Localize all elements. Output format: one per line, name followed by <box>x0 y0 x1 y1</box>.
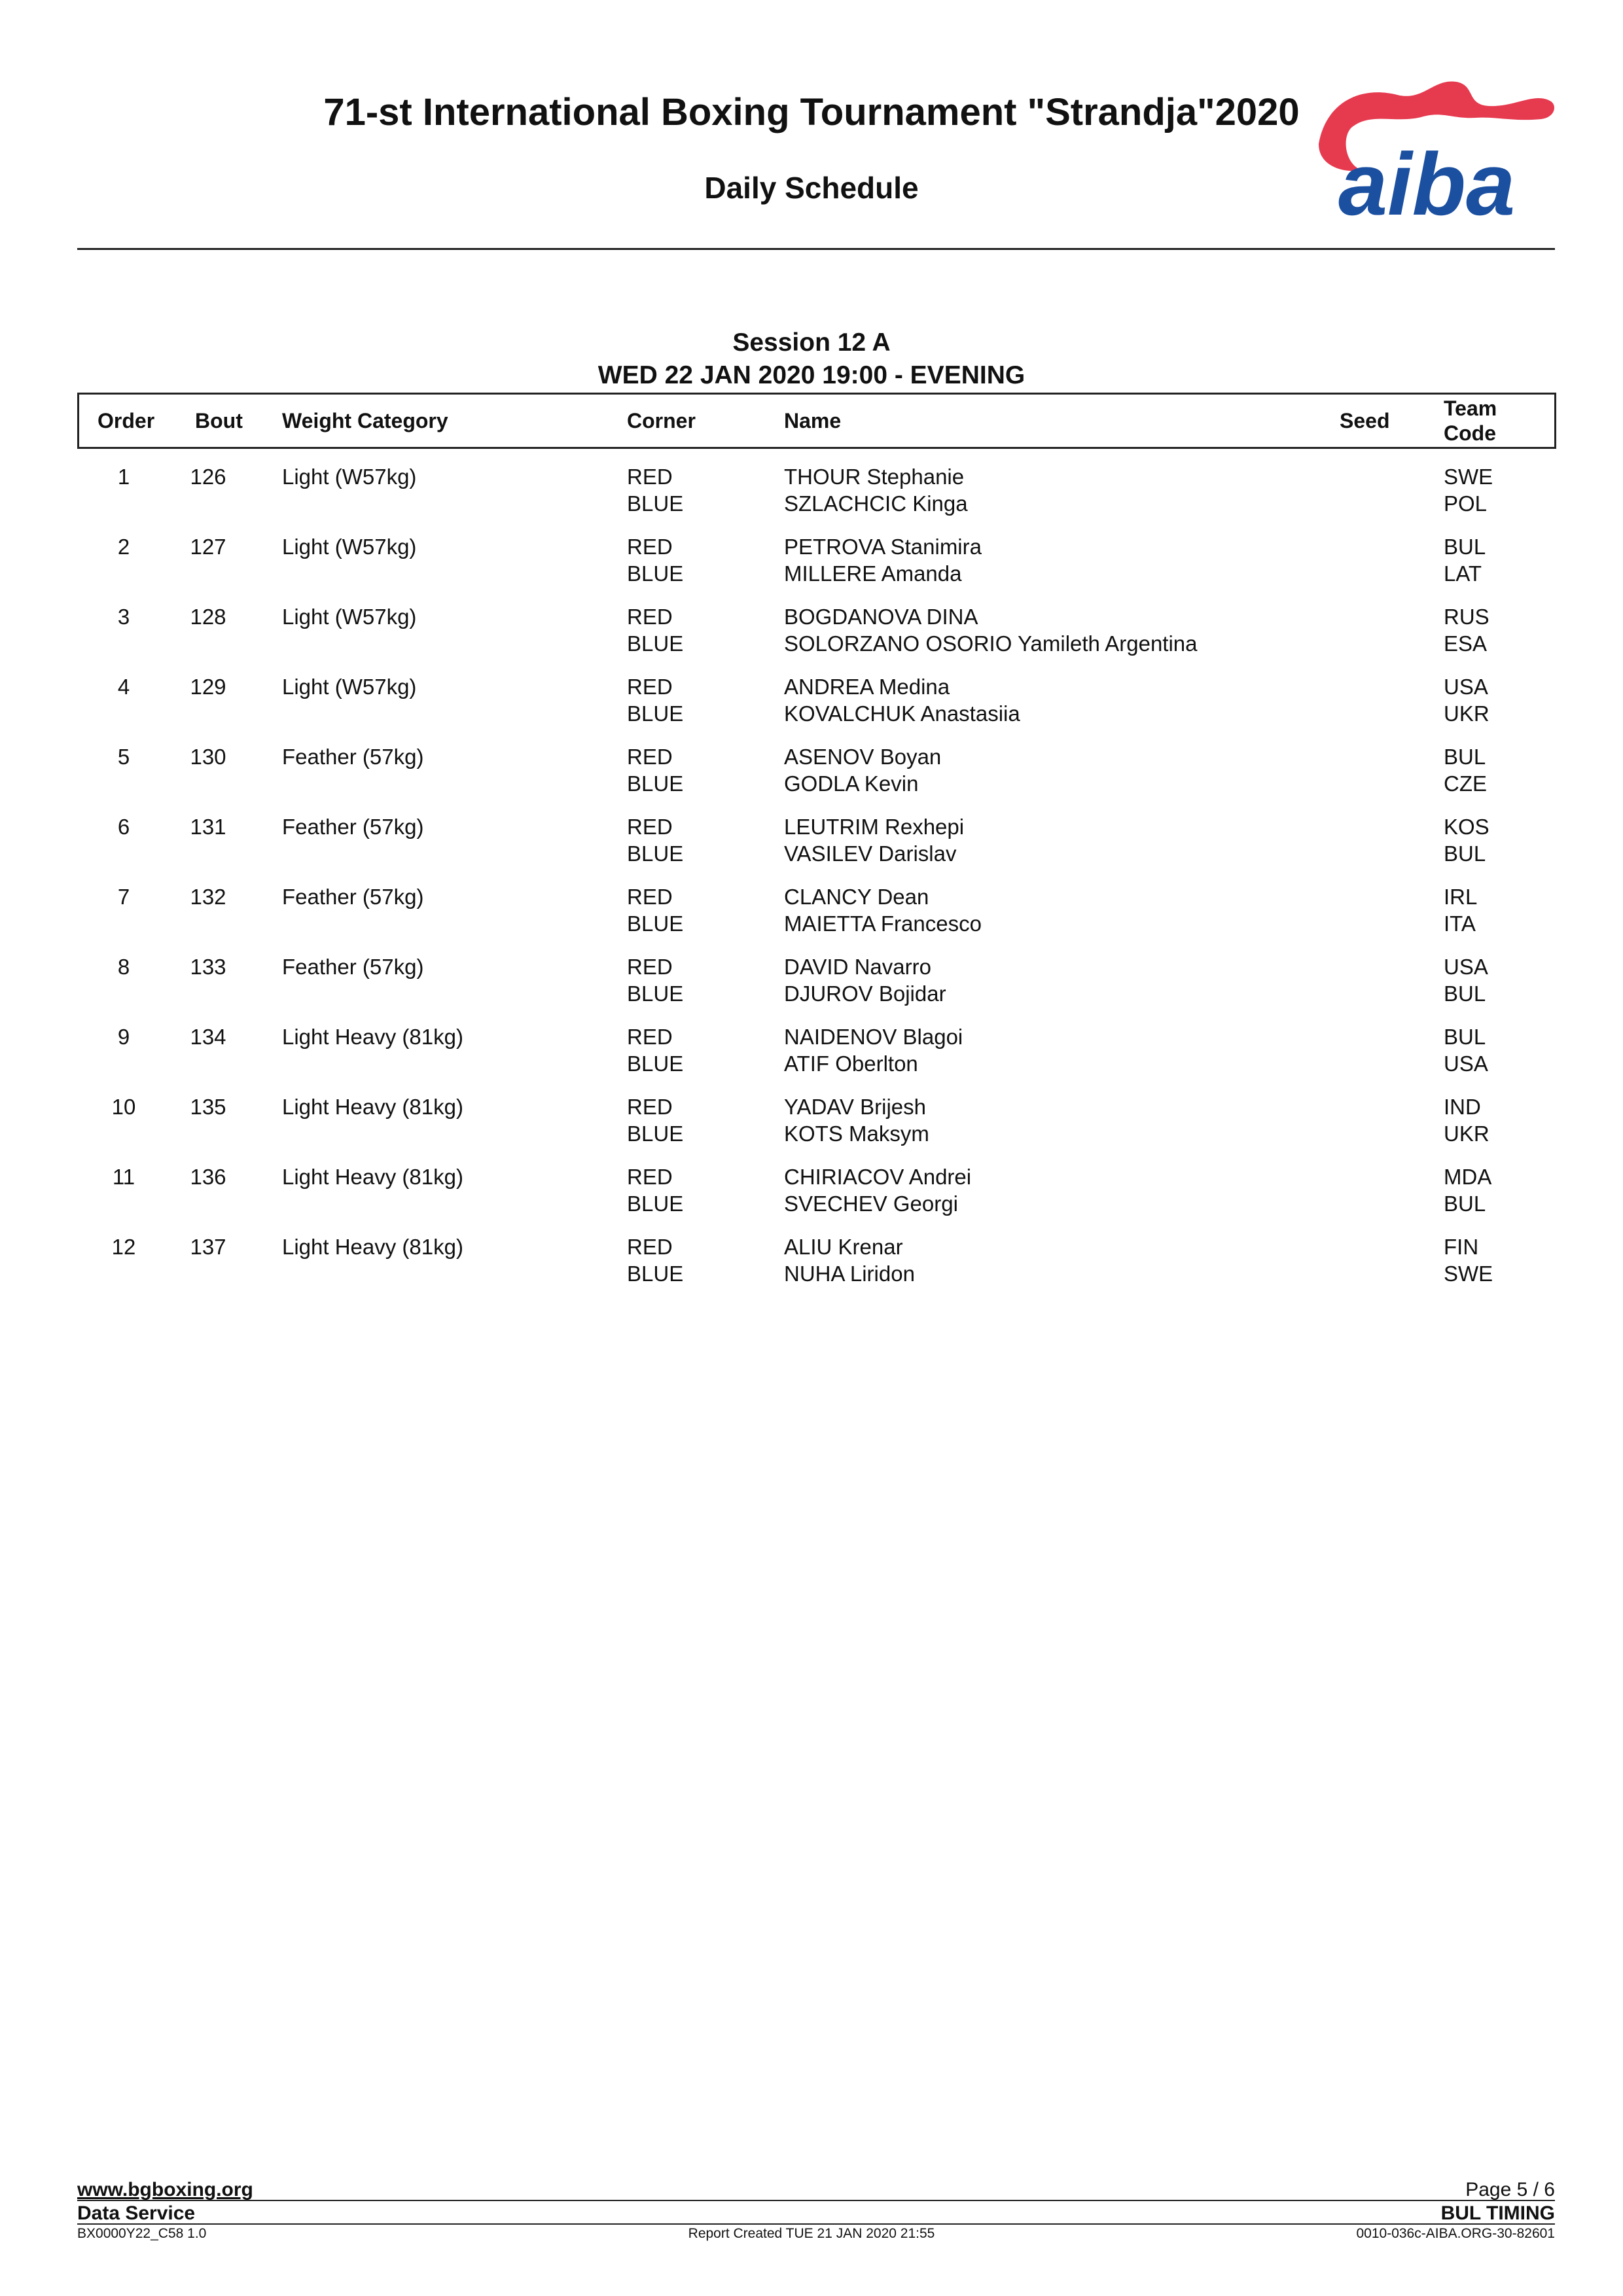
bout-order: 3 <box>117 605 130 629</box>
bout-order: 11 <box>112 1165 135 1189</box>
table-row <box>77 813 1556 883</box>
table-row <box>77 463 1556 533</box>
boxer-name-red: CHIRIACOV Andrei <box>784 1165 972 1189</box>
team-code-red: MDA <box>1444 1165 1492 1189</box>
weight-category: Feather (57kg) <box>282 885 424 909</box>
boxer-name-red: ASENOV Boyan <box>784 745 942 769</box>
boxer-name-red: ALIU Krenar <box>784 1235 903 1259</box>
team-code-red: FIN <box>1444 1235 1479 1259</box>
corner-red: RED <box>627 605 673 629</box>
corner-blue: BLUE <box>627 561 684 586</box>
bout-order: 5 <box>117 745 130 769</box>
boxer-name-blue: SOLORZANO OSORIO Yamileth Argentina <box>784 631 1198 656</box>
corner-blue: BLUE <box>627 981 684 1006</box>
column-header-name: Name <box>784 409 842 433</box>
column-header-seed: Seed <box>1340 409 1390 433</box>
table-row <box>77 603 1556 673</box>
table-row <box>77 1163 1556 1233</box>
corner-red: RED <box>627 815 673 839</box>
corner-red: RED <box>627 955 673 979</box>
team-code-blue: ESA <box>1444 631 1488 656</box>
logo-wordmark: aiba <box>1338 135 1516 222</box>
corner-red: RED <box>627 465 673 489</box>
column-header-team-line2: Code <box>1444 421 1496 445</box>
footer-timing: BUL TIMING <box>1440 2202 1555 2224</box>
column-header-bout: Bout <box>195 409 243 433</box>
corner-blue: BLUE <box>627 1262 684 1286</box>
team-code-red: RUS <box>1444 605 1489 629</box>
team-code-red: BUL <box>1444 535 1486 559</box>
table-row <box>77 533 1556 603</box>
team-code-red: IND <box>1444 1095 1481 1119</box>
weight-category: Feather (57kg) <box>282 955 424 979</box>
team-code-blue: SWE <box>1444 1262 1493 1286</box>
boxer-name-blue: KOTS Maksym <box>784 1122 929 1146</box>
boxer-name-blue: MILLERE Amanda <box>784 561 962 586</box>
table-row <box>77 883 1556 953</box>
column-header-corner: Corner <box>627 409 696 433</box>
team-code-blue: BUL <box>1444 841 1486 866</box>
boxer-name-red: DAVID Navarro <box>784 955 931 979</box>
corner-red: RED <box>627 675 673 699</box>
table-row <box>77 1233 1556 1303</box>
boxer-name-blue: GODLA Kevin <box>784 771 919 796</box>
bout-number: 136 <box>190 1165 226 1189</box>
boxer-name-red: NAIDENOV Blagoi <box>784 1025 963 1049</box>
boxer-name-blue: MAIETTA Francesco <box>784 911 982 936</box>
weight-category: Light Heavy (81kg) <box>282 1095 463 1119</box>
team-code-blue: BUL <box>1444 981 1486 1006</box>
boxer-name-blue: SVECHEV Georgi <box>784 1192 958 1216</box>
session-name: Session 12 A <box>732 328 891 357</box>
bout-number: 126 <box>190 465 226 489</box>
bout-number: 130 <box>190 745 226 769</box>
corner-red: RED <box>627 885 673 909</box>
schedule-table-body <box>77 463 1556 1303</box>
bout-order: 9 <box>117 1025 130 1049</box>
bout-order: 12 <box>111 1235 136 1259</box>
boxer-name-red: PETROVA Stanimira <box>784 535 982 559</box>
boxer-name-blue: KOVALCHUK Anastasiia <box>784 701 1020 726</box>
bout-number: 134 <box>190 1025 226 1049</box>
bout-order: 1 <box>117 465 130 489</box>
footer-website-link[interactable]: www.bgboxing.org <box>77 2179 253 2200</box>
team-code-blue: ITA <box>1444 911 1476 936</box>
table-row <box>77 1093 1556 1163</box>
page-title: 71-st International Boxing Tournament "Strandja"2020 <box>323 91 1300 133</box>
weight-category: Light (W57kg) <box>282 465 417 489</box>
bout-number: 131 <box>190 815 226 839</box>
bout-number: 128 <box>190 605 226 629</box>
corner-red: RED <box>627 1165 673 1189</box>
team-code-blue: POL <box>1444 491 1488 516</box>
corner-blue: BLUE <box>627 1051 684 1076</box>
corner-blue: BLUE <box>627 1192 684 1216</box>
weight-category: Light Heavy (81kg) <box>282 1165 463 1189</box>
corner-blue: BLUE <box>627 771 684 796</box>
boxer-name-blue: VASILEV Darislav <box>784 841 957 866</box>
weight-category: Light Heavy (81kg) <box>282 1025 463 1049</box>
boxer-name-blue: DJUROV Bojidar <box>784 981 946 1006</box>
bout-number: 133 <box>190 955 226 979</box>
team-code-blue: LAT <box>1444 561 1482 586</box>
corner-blue: BLUE <box>627 1122 684 1146</box>
weight-category: Light (W57kg) <box>282 605 417 629</box>
corner-blue: BLUE <box>627 701 684 726</box>
team-code-red: IRL <box>1444 885 1478 909</box>
corner-blue: BLUE <box>627 491 684 516</box>
team-code-blue: BUL <box>1444 1192 1486 1216</box>
boxer-name-red: ANDREA Medina <box>784 675 950 699</box>
footer-reference: 0010-036c-AIBA.ORG-30-82601 <box>1356 2226 1555 2241</box>
corner-red: RED <box>627 1235 673 1259</box>
team-code-blue: USA <box>1444 1051 1488 1076</box>
session-date: WED 22 JAN 2020 19:00 - EVENING <box>597 361 1026 389</box>
team-code-red: USA <box>1444 675 1488 699</box>
boxer-name-red: CLANCY Dean <box>784 885 929 909</box>
bout-number: 129 <box>190 675 226 699</box>
table-row <box>77 743 1556 813</box>
bout-order: 8 <box>117 955 130 979</box>
corner-red: RED <box>627 535 673 559</box>
boxer-name-red: THOUR Stephanie <box>784 465 965 489</box>
bout-number: 127 <box>190 535 226 559</box>
footer-data-service: Data Service <box>77 2202 196 2224</box>
weight-category: Feather (57kg) <box>282 745 424 769</box>
team-code-blue: UKR <box>1444 1122 1489 1146</box>
corner-red: RED <box>627 1095 673 1119</box>
bout-order: 7 <box>117 885 130 909</box>
footer-page-number: Page 5 / 6 <box>1465 2179 1555 2200</box>
bout-order: 10 <box>111 1095 136 1119</box>
column-header-order: Order <box>98 409 155 433</box>
header-divider <box>77 248 1555 250</box>
team-code-red: BUL <box>1444 745 1486 769</box>
table-row <box>77 673 1556 743</box>
bout-order: 2 <box>117 535 130 559</box>
table-row <box>77 953 1556 1023</box>
weight-category: Light (W57kg) <box>282 675 417 699</box>
team-code-red: USA <box>1444 955 1488 979</box>
bout-number: 137 <box>190 1235 226 1259</box>
corner-blue: BLUE <box>627 841 684 866</box>
footer-divider-top <box>77 2200 1555 2201</box>
column-header-team <box>1444 396 1497 446</box>
team-code-red: KOS <box>1444 815 1489 839</box>
corner-blue: BLUE <box>627 911 684 936</box>
bout-number: 135 <box>190 1095 226 1119</box>
bout-number: 132 <box>190 885 226 909</box>
boxer-name-blue: ATIF Oberlton <box>784 1051 918 1076</box>
team-code-red: BUL <box>1444 1025 1486 1049</box>
footer-doc-code: BX0000Y22_C58 1.0 <box>77 2226 207 2241</box>
corner-red: RED <box>627 1025 673 1049</box>
boxer-name-red: LEUTRIM Rexhepi <box>784 815 965 839</box>
aiba-logo <box>1299 65 1561 222</box>
team-code-blue: UKR <box>1444 701 1489 726</box>
boxer-name-blue: NUHA Liridon <box>784 1262 915 1286</box>
weight-category: Feather (57kg) <box>282 815 424 839</box>
bout-order: 4 <box>117 675 130 699</box>
corner-red: RED <box>627 745 673 769</box>
boxer-name-red: BOGDANOVA DINA <box>784 605 978 629</box>
table-row <box>77 1023 1556 1093</box>
boxer-name-blue: SZLACHCIC Kinga <box>784 491 968 516</box>
table-header <box>77 393 1556 449</box>
column-header-weight: Weight Category <box>282 409 448 433</box>
footer-divider-bottom <box>77 2223 1555 2225</box>
page-subtitle: Daily Schedule <box>704 171 919 205</box>
bout-order: 6 <box>117 815 130 839</box>
team-code-blue: CZE <box>1444 771 1487 796</box>
weight-category: Light Heavy (81kg) <box>282 1235 463 1259</box>
boxer-name-red: YADAV Brijesh <box>784 1095 927 1119</box>
weight-category: Light (W57kg) <box>282 535 417 559</box>
footer-report-created: Report Created TUE 21 JAN 2020 21:55 <box>688 2226 935 2241</box>
corner-blue: BLUE <box>627 631 684 656</box>
column-header-team-line1: Team <box>1444 397 1497 420</box>
team-code-red: SWE <box>1444 465 1493 489</box>
